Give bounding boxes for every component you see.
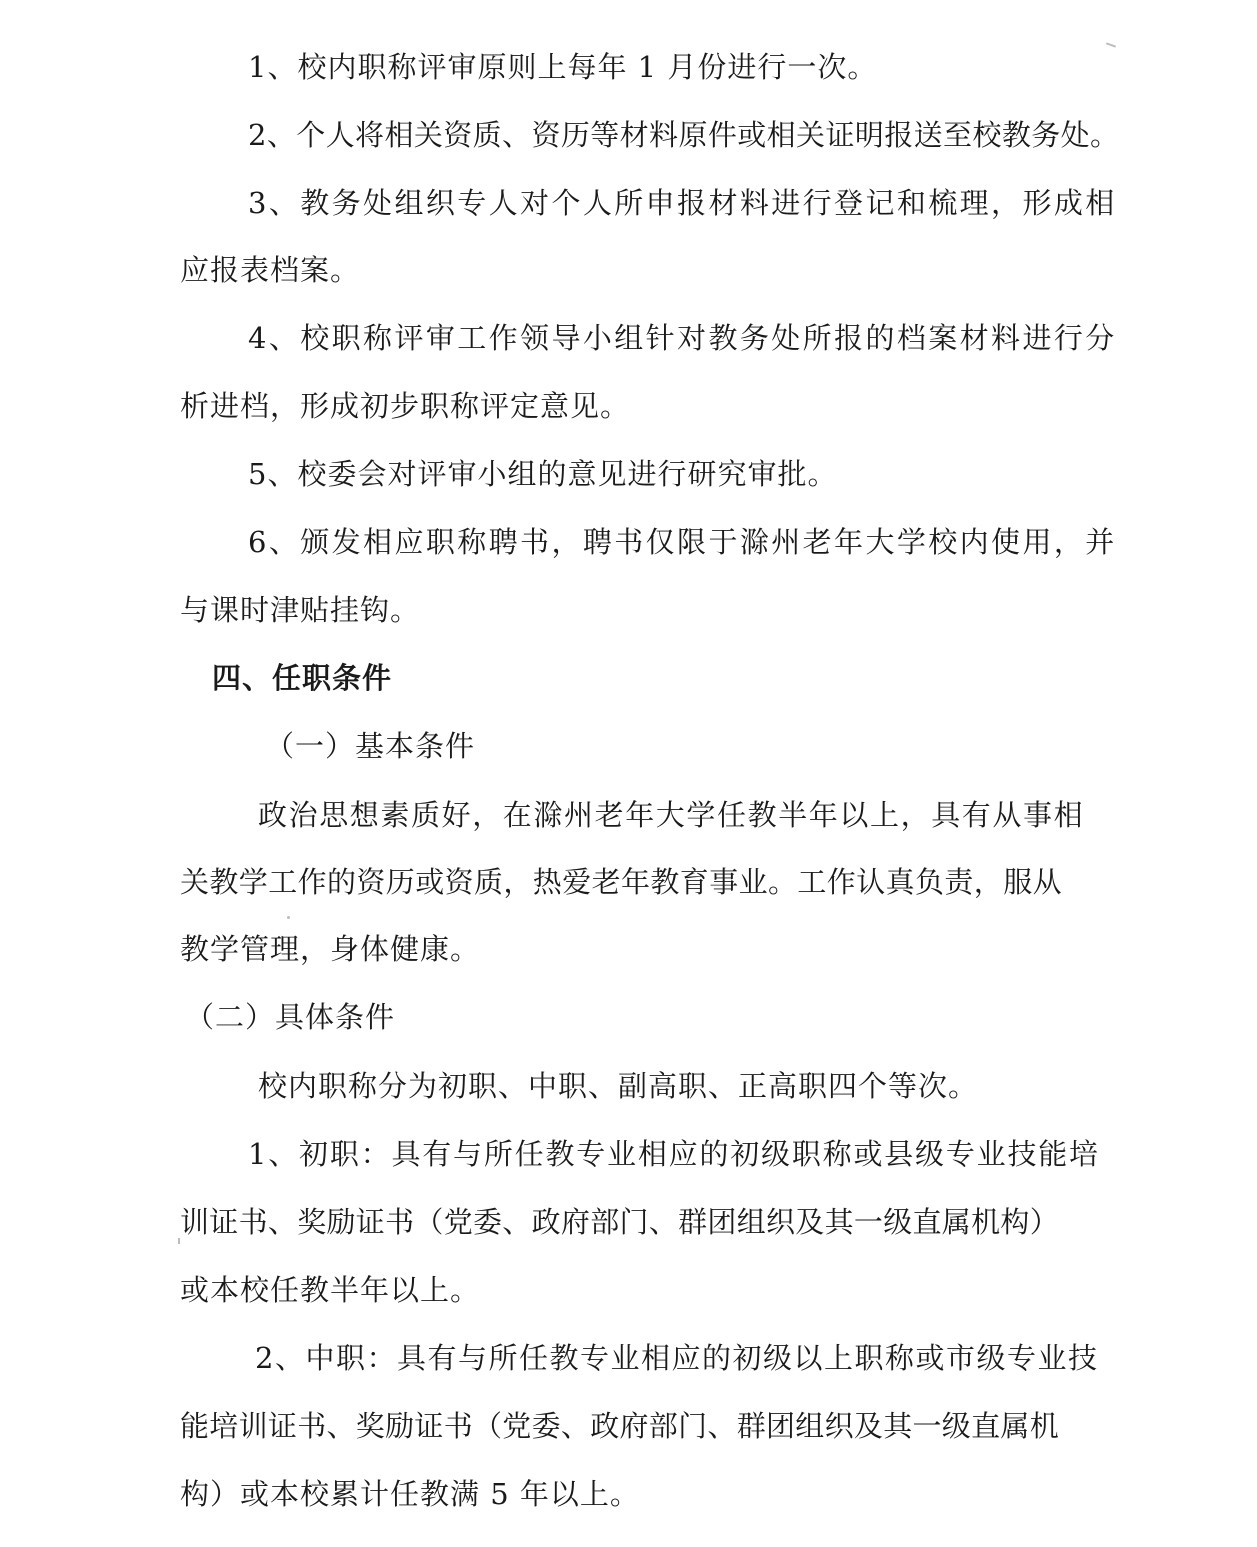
procedure-item-5: 5、校委会对评审小组的意见进行研究审批。 (248, 457, 838, 491)
procedure-item-3-cont: 应报表档案。 (180, 253, 361, 287)
intermediate-title-para-2: 能培训证书、奖励证书（党委、政府部门、群团组织及其一级直属机 (180, 1409, 1060, 1443)
scan-speck-middle (287, 916, 290, 919)
junior-title-para-2: 训证书、奖励证书（党委、政府部门、群团组织及其一级直属机构） (180, 1205, 1060, 1239)
scan-speck-left (178, 1238, 180, 1244)
procedure-item-4: 4、校职称评审工作领导小组针对教务处所报的档案材料进行分 (248, 321, 1117, 355)
procedure-item-6: 6、颁发相应职称聘书，聘书仅限于滁州老年大学校内使用，并 (248, 525, 1117, 559)
procedure-item-4-cont: 析进档，形成初步职称评定意见。 (180, 389, 631, 423)
procedure-item-3: 3、教务处组织专人对个人所申报材料进行登记和梳理，形成相 (248, 186, 1117, 220)
procedure-item-1: 1、校内职称评审原则上每年 1 月份进行一次。 (248, 50, 878, 84)
procedure-item-6-cont: 与课时津贴挂钩。 (180, 593, 421, 627)
section-heading-4: 四、任职条件 (212, 661, 393, 695)
intermediate-title-para-3: 构）或本校累计任教满 5 年以上。 (180, 1477, 640, 1511)
scan-speck-top-right (1106, 42, 1116, 47)
procedure-item-2: 2、个人将相关资质、资历等材料原件或相关证明报送至校教务处。 (248, 118, 1120, 152)
basic-conditions-para-3: 教学管理，身体健康。 (180, 932, 481, 966)
junior-title-para-3: 或本校任教半年以上。 (180, 1273, 481, 1307)
title-levels-intro: 校内职称分为初职、中职、副高职、正高职四个等次。 (258, 1069, 979, 1103)
subsection-heading-specific: （二）具体条件 (185, 1000, 396, 1034)
junior-title-para-1: 1、初职：具有与所任教专业相应的初级职称或县级专业技能培 (248, 1137, 1100, 1171)
subsection-heading-basic: （一）基本条件 (265, 729, 476, 763)
intermediate-title-para-1: 2、中职：具有与所任教专业相应的初级以上职称或市级专业技 (255, 1341, 1099, 1375)
basic-conditions-para-1: 政治思想素质好，在滁州老年大学任教半年以上，具有从事相 (258, 798, 1085, 832)
basic-conditions-para-2: 关教学工作的资历或资质，热爱老年教育事业。工作认真负责，服从 (180, 865, 1063, 899)
